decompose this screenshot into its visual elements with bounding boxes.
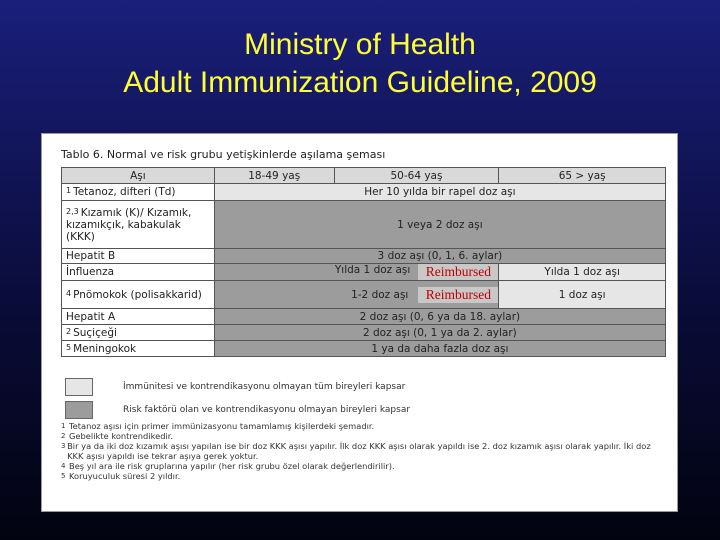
table-row <box>62 249 666 264</box>
header-age-65: 65 > yaş <box>499 168 666 184</box>
immunization-table <box>61 167 666 357</box>
footnote: 2 Gebelikte kontrendikedir. <box>61 431 174 441</box>
footnote: 3 Bir ya da iki doz kızamık aşısı yapılan ise bir doz KKK aşısı yapılır. İlk doz KKK aşısı olarak yapıldı ise 2. doz kızamık aşısı olarak yapılır. İki doz KKK aşısı yapıldı ise tekrar aşıya gerek yoktur. <box>61 441 651 461</box>
slide-title <box>0 26 720 102</box>
cell-pneumo-left <box>214 281 499 309</box>
table-row <box>62 264 666 281</box>
row-label: $^2$ Suçiçeği <box>62 325 215 341</box>
table-row <box>62 281 666 309</box>
legend-item-light <box>65 375 410 398</box>
legend-text-dark: Risk faktörü olan ve kontrendikasyonu olmayan bireyleri kapsar <box>123 404 411 415</box>
legend-item-dark <box>65 398 410 421</box>
row-label: Hepatit B <box>62 249 215 264</box>
table-header-row <box>62 168 666 184</box>
header-age-50-64: 50-64 yaş <box>334 168 499 184</box>
cell-pneumo-right: 1 doz aşı <box>499 281 666 309</box>
row-label: $^5$ Meningokok <box>62 341 215 357</box>
table-row <box>62 201 666 249</box>
table-row <box>62 341 666 357</box>
row-label: $^1$ Tetanoz, difteri (Td) <box>62 184 215 201</box>
legend-swatch-light <box>65 378 93 396</box>
header-vaccine: Aşı <box>62 168 215 184</box>
row-label: İnfluenza <box>62 264 215 281</box>
table-row <box>62 184 666 201</box>
legend-text-light: İmmünitesi ve kontrendikasyonu olmayan tüm bireyleri kapsar <box>123 381 406 392</box>
table-row <box>62 325 666 341</box>
reimbursed-label-flu: Reimbursed <box>418 264 498 280</box>
cell-flu-right: Yılda 1 doz aşı <box>499 264 666 281</box>
table-caption: Tablo 6. Normal ve risk grubu yetişkinlerde aşılama şeması <box>61 148 386 161</box>
cell-mening: 1 ya da daha fazla doz aşı <box>214 341 665 357</box>
cell-hepb: 3 doz aşı (0, 1, 6. aylar) <box>214 249 665 264</box>
title-line-1: Ministry of Health <box>244 28 476 61</box>
cell-flu-left <box>214 264 499 281</box>
table-row <box>62 309 666 325</box>
row-label: Hepatit A <box>62 309 215 325</box>
reimbursed-label-pneumo: Reimbursed <box>418 287 498 303</box>
pneumo-value-left: 1-2 doz aşı <box>351 288 409 301</box>
cell-hepa: 2 doz aşı (0, 6 ya da 18. aylar) <box>214 309 665 325</box>
footnote: 1 Tetanoz aşısı için primer immünizasyonu tamamlamış kişilerdeki şemadır. <box>61 421 375 431</box>
footnotes <box>61 421 661 481</box>
cell-td: Her 10 yılda bir rapel doz aşı <box>214 184 665 201</box>
legend-swatch-dark <box>65 401 93 419</box>
guideline-table-panel <box>41 133 678 512</box>
header-age-18-49: 18-49 yaş <box>214 168 334 184</box>
footnote: 5 Koruyuculuk süresi 2 yıldır. <box>61 471 181 481</box>
title-line-2: Adult Immunization Guideline, 2009 <box>123 66 597 99</box>
cell-varicella: 2 doz aşı (0, 1 ya da 2. aylar) <box>214 325 665 341</box>
cell-kkk: 1 veya 2 doz aşı <box>214 201 665 249</box>
footnote: 4 Beş yıl ara ile risk gruplarına yapılır (her risk grubu özel olarak değerlendirilir). <box>61 461 395 471</box>
legend <box>65 375 410 421</box>
row-label: $^4$ Pnömokok (polisakkarid) <box>62 281 215 309</box>
flu-value-left: Yılda 1 doz aşı <box>334 264 411 276</box>
row-label: $^{2,3}$ Kızamık (K)/ Kızamık, kızamıkçık, kabakulak (KKK) <box>62 201 215 249</box>
